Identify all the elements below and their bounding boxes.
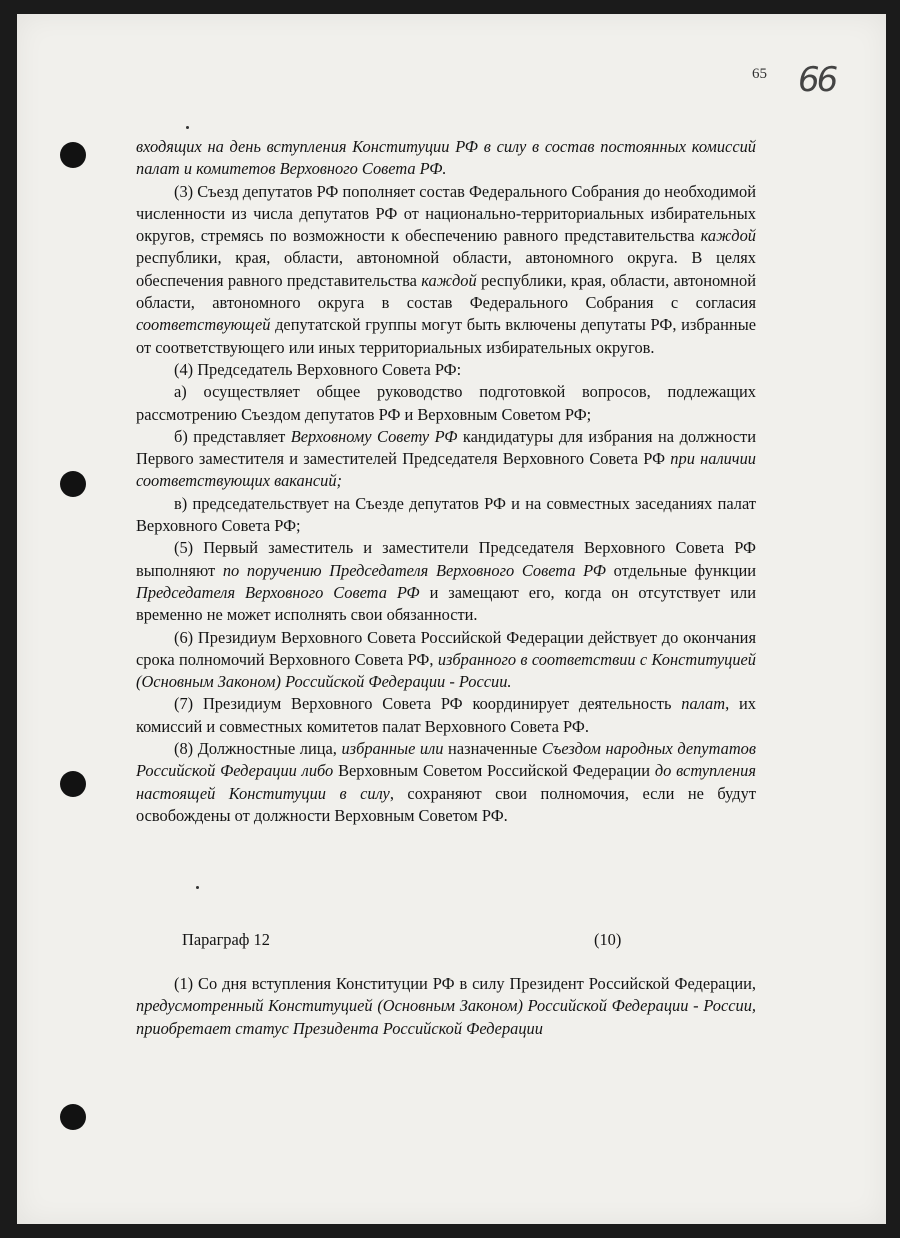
italic-text-run: по поручению Председателя Верховного Совета РФ	[222, 560, 606, 580]
text-run: (1) Со дня вступления Конституции РФ в силу Президент Российской Федерации,	[174, 974, 756, 993]
text-run: в) председательствует на Съезде депутатов РФ и на совместных заседаниях палат Верховного Совета РФ;	[136, 493, 756, 536]
text-run: Верховным Советом Российской Федерации	[333, 761, 655, 781]
paragraph	[136, 627, 756, 694]
text-run: б) представляет	[174, 426, 291, 446]
italic-text-run: предусмотренный Конституцией (Основным Законом) Российской Федерации - Россиu, приобретает статус Президента Российской Федерации	[136, 996, 756, 1038]
text-run: республики, края, области, автономной области, автономного округа в состав Федерального Собрания с согласия	[136, 270, 756, 313]
binder-hole-1	[60, 142, 86, 168]
binder-hole-3	[60, 771, 86, 797]
body-text	[136, 136, 756, 827]
text-run: назначенные	[443, 739, 542, 759]
text-run: (8) Должностные лица,	[174, 739, 342, 759]
handwritten-page-number: 66	[798, 60, 836, 100]
italic-text-run: Съездом народных депутатов Российской Федерации либо	[136, 739, 756, 781]
text-run: (4) Председатель Верховного Совета РФ:	[174, 359, 462, 379]
text-run: (3) Съезд депутатов РФ пополняет состав Федерального Собрания до необходимой численности из числа депутатов РФ от национально-территориальных избирательных округов, стремясь по возможности к обеспечению равного представительства	[136, 181, 756, 246]
text-run: депутатской группы могут быть включены депутаты РФ, избранные от соответствующего или иных территориальных избирательных округов.	[136, 315, 756, 357]
text-run: кандидатуры для избрания на должности Первого заместителя и заместителей Председателя Верховного Совета РФ	[136, 426, 756, 469]
paragraph	[136, 181, 756, 359]
italic-text-run: палат	[681, 694, 726, 714]
paragraph	[136, 693, 756, 738]
paragraph	[136, 136, 756, 181]
text-run: (6) Президиум Верховного Совета Российской Федерации действует до окончания срока полномочий Верховного Совета РФ,	[136, 627, 756, 669]
section-number: (10)	[594, 930, 622, 949]
speck	[186, 126, 189, 129]
speck	[196, 886, 199, 889]
italic-text-run: соответствующей	[136, 315, 271, 335]
text-run: и замещают его, когда он отсутствует или временно не может исполнять свои обязанности.	[136, 582, 756, 625]
text-run: а) осуществляет общее руководство подготовкой вопросов, подлежащих рассмотрению Съездом депутатов РФ и Верховным Советом РФ;	[136, 382, 756, 424]
italic-text-run: каждой	[700, 226, 756, 246]
italic-text-run: избранного в соответствии с Конституцией (Основным Законом) Российской Федерации - России.	[136, 649, 757, 692]
italic-text-run: при наличии соответствующих вакансий;	[136, 449, 756, 491]
text-run: (7) Президиум Верховного Совета РФ координирует деятельность	[174, 694, 682, 714]
paragraph	[136, 537, 756, 626]
paragraph	[136, 359, 756, 381]
binder-hole-4	[60, 1104, 86, 1130]
paragraph	[136, 738, 756, 827]
text-run: , их комиссий и совместных комитетов палат Верховного Совета РФ.	[136, 694, 756, 736]
italic-text-run: входящих на день вступления Конституции РФ в силу в состав постоянных комиссий палат и комитетов Верховного Совета РФ.	[136, 137, 756, 179]
paragraph	[136, 426, 756, 493]
paragraph	[136, 493, 756, 538]
italic-text-run: Председателя Верховного Совета РФ	[136, 582, 420, 602]
text-run: республики, края, области, автономной области, автономного округа. В целях обеспечения равного представительства	[136, 248, 756, 290]
section-heading: Параграф 12	[182, 930, 270, 949]
paragraph	[136, 381, 756, 426]
paragraph	[136, 973, 756, 1040]
body-text-continued	[136, 973, 756, 1040]
italic-text-run: Верховному Совету РФ	[290, 426, 458, 446]
italic-text-run: избранные или	[341, 739, 444, 759]
text-run: (5) Первый заместитель и заместители Председателя Верховного Совета РФ выполняют	[136, 538, 756, 580]
text-run: отдельные функции	[605, 560, 757, 580]
binder-hole-2	[60, 471, 86, 497]
text-run: , сохраняют свои полномочия, если не будут освобождены от должности Верховным Советом РФ.	[136, 783, 756, 825]
italic-text-run: до вступления настоящей Конституции в силу	[136, 761, 756, 803]
printed-page-number: 65	[752, 66, 767, 82]
italic-text-run: каждой	[421, 270, 477, 290]
